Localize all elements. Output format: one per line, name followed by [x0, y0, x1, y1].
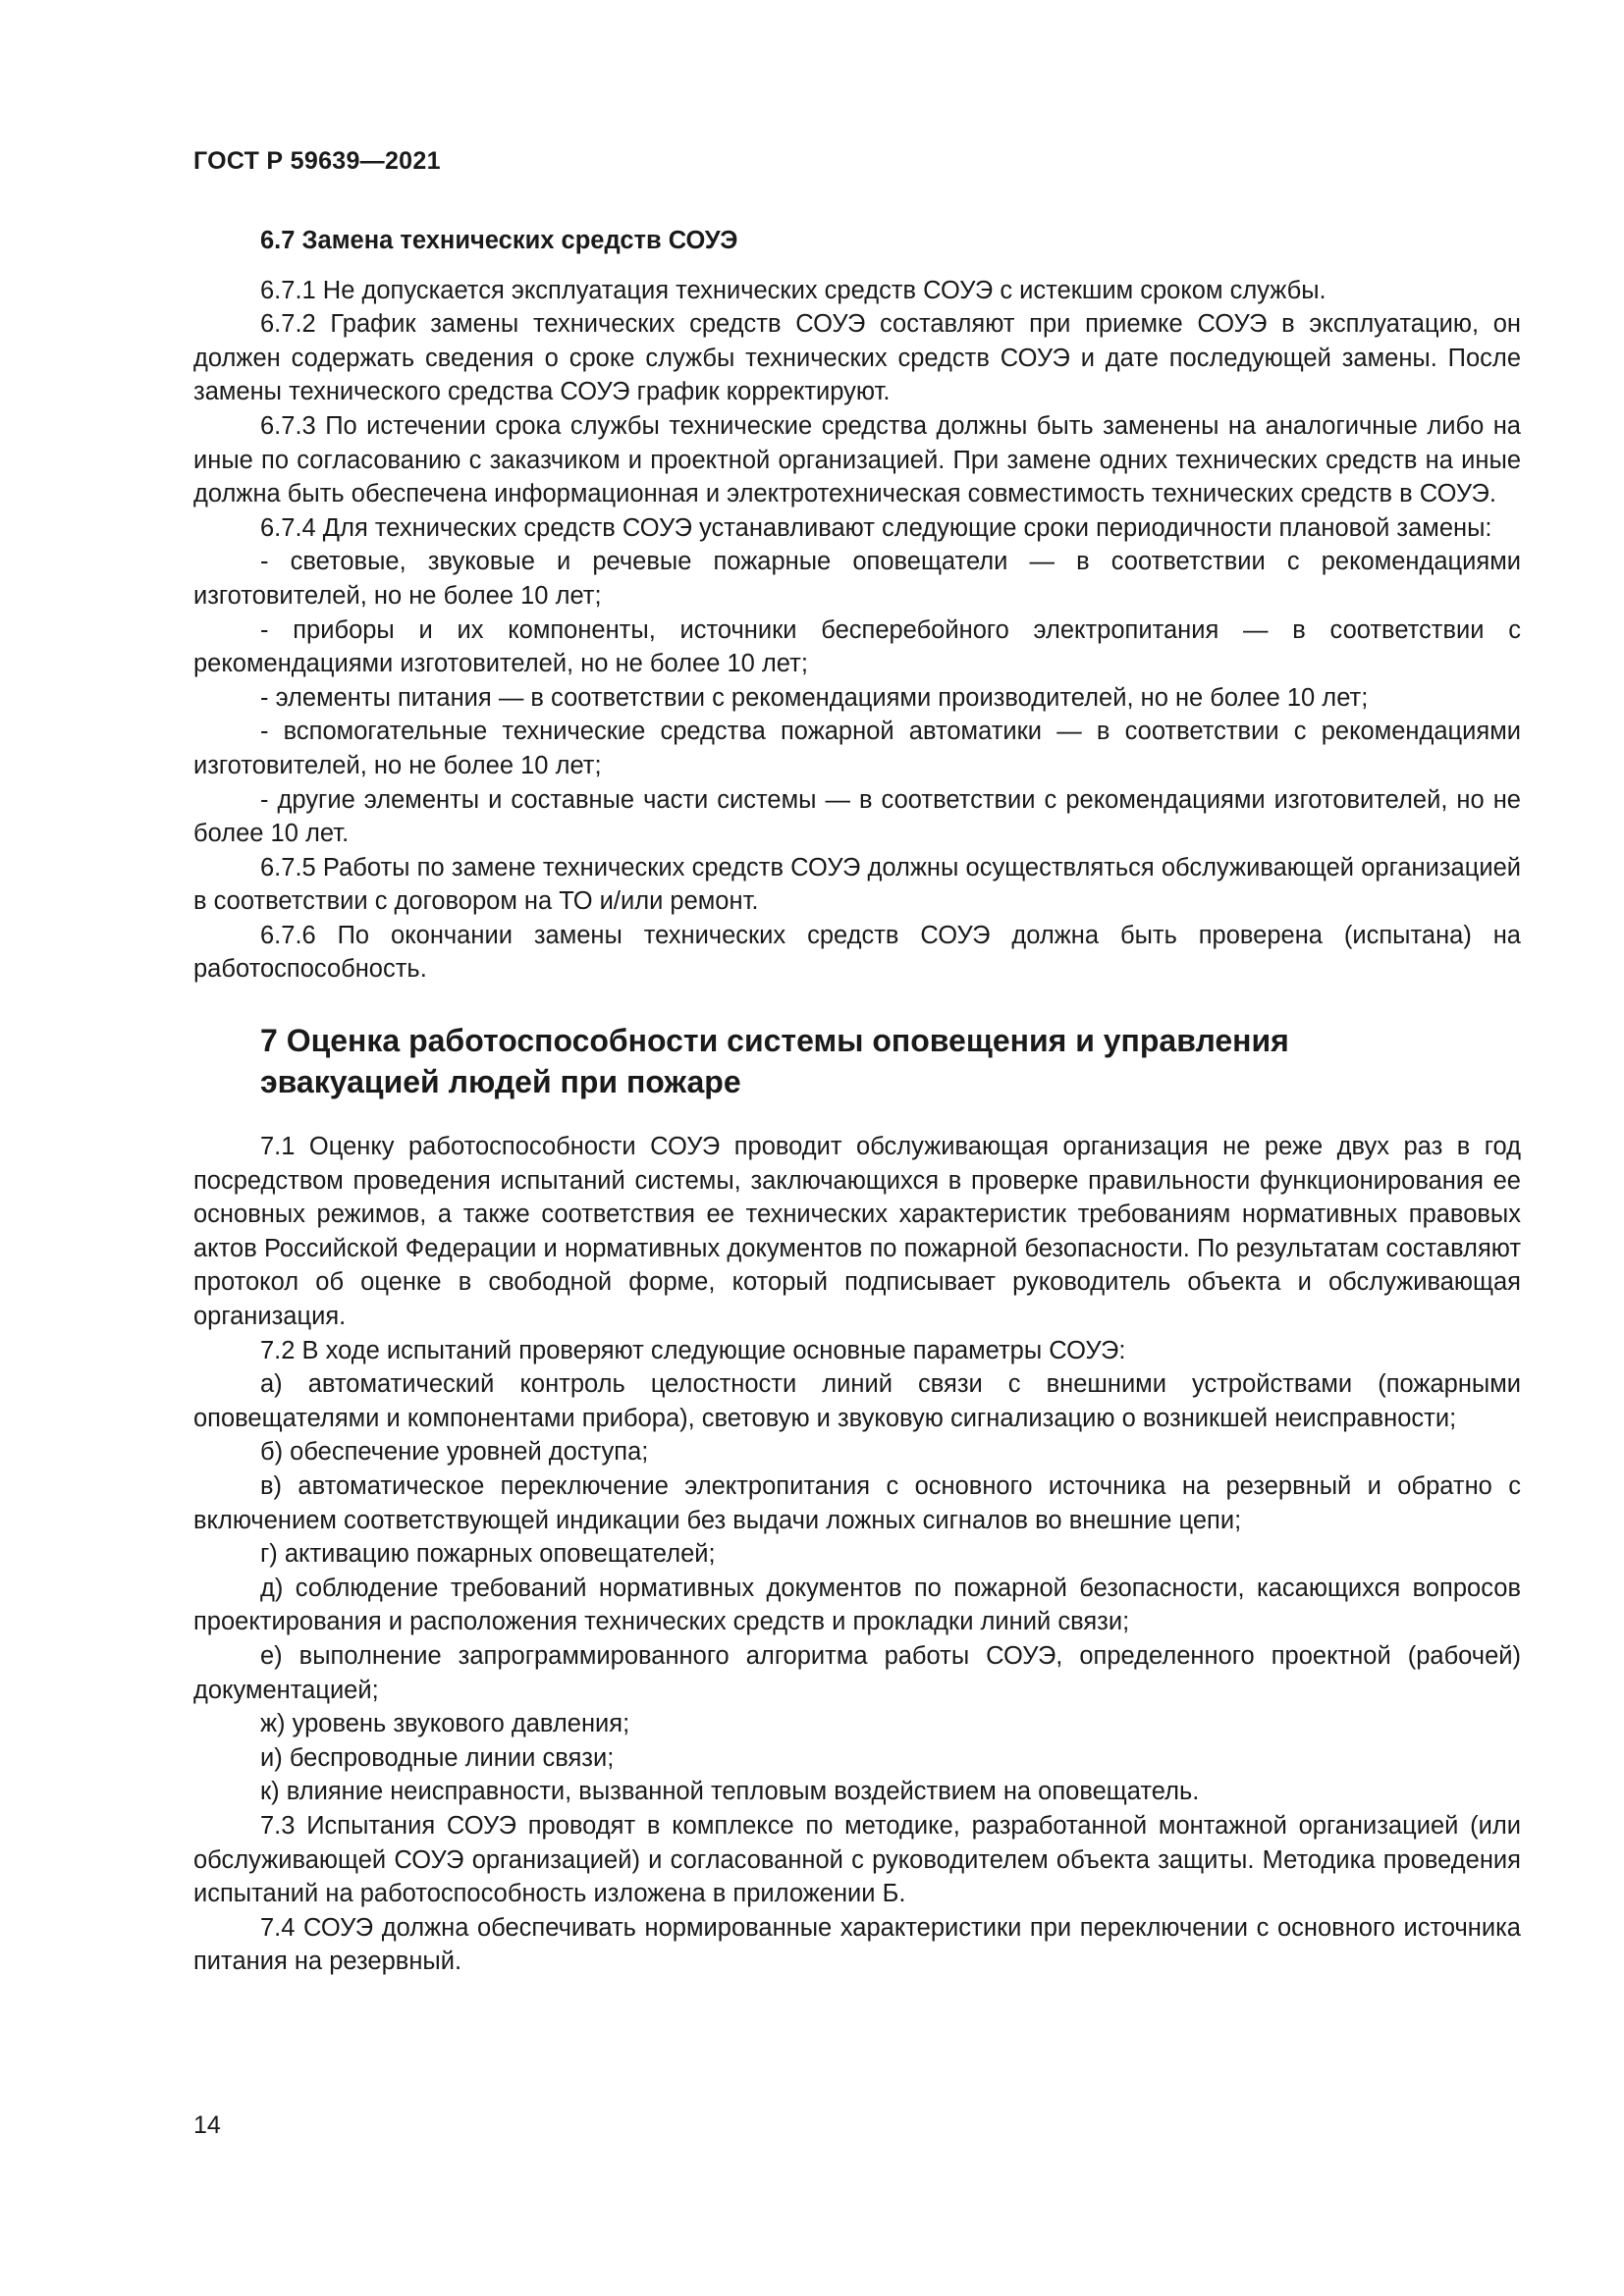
- list-item-d: д) соблюдение требований нормативных документов по пожарной безопасности, касающихся вопросов проектирования и расположения технических средств и прокладки линий связи;: [193, 1574, 1521, 1636]
- list-item-alerters: - световые, звуковые и речевые пожарные оповещатели — в соответствии с рекомендациями изготовителей, но не более 10 лет;: [193, 548, 1521, 610]
- list-item-other: - другие элементы и составные части системы — в соответствии с рекомендациями изготовителей, но не более 10 лет.: [193, 785, 1521, 848]
- paragraph-7-4: 7.4 СОУЭ должна обеспечивать нормированные характеристики при переключении с основного источника питания на резервный.: [193, 1913, 1521, 1976]
- list-item-i: и) беспроводные линии связи;: [260, 1743, 615, 1772]
- list-item-zh: ж) уровень звукового давления;: [260, 1710, 630, 1738]
- section-7-body: [193, 1130, 1521, 1979]
- paragraph-6-7-6: 6.7.6 По окончании замены технических средств СОУЭ должна быть проверена (испытана) на работоспособность.: [193, 921, 1521, 984]
- paragraph-6-7-1: 6.7.1 Не допускается эксплуатация технических средств СОУЭ с истекшим сроком службы.: [260, 276, 1326, 304]
- list-item-devices: - приборы и их компоненты, источники бесперебойного электропитания — в соответствии с рекомендациями изготовителей, но не более 10 лет;: [193, 615, 1521, 678]
- list-item-g: г) активацию пожарных оповещателей;: [260, 1540, 716, 1569]
- list-item-batteries: - элементы питания — в соответствии с рекомендациями производителей, но не более 10 лет;: [260, 683, 1369, 712]
- page-content: [193, 224, 1521, 1979]
- paragraph-7-3: 7.3 Испытания СОУЭ проводят в комплексе по методике, разработанной монтажной организацией (или обслуживающей СОУЭ организацией) и согласованной с руководителем объекта защиты. Методика проведения испытаний на работоспособность изложена в приложении Б.: [193, 1811, 1521, 1908]
- paragraph-6-7-5: 6.7.5 Работы по замене технических средств СОУЭ должны осуществляться обслуживающей организацией в соответствии с договором на ТО и/или ремонт.: [193, 853, 1521, 916]
- section-title-7: 7 Оценка работоспособности системы оповещения и управления эвакуацией людей при пожаре: [260, 1023, 1289, 1100]
- list-item-b: б) обеспечение уровней доступа;: [260, 1438, 649, 1467]
- list-item-e: е) выполнение запрограммированного алгоритма работы СОУЭ, определенного проектной (рабочей) документацией;: [193, 1641, 1521, 1704]
- page-number: 14: [193, 2111, 221, 2139]
- list-item-auxiliary: - вспомогательные технические средства пожарной автоматики — в соответствии с рекомендациями изготовителей, но не более 10 лет;: [193, 718, 1521, 779]
- subsection-title-6-7: 6.7 Замена технических средств СОУЭ: [260, 227, 738, 254]
- subsection-6-7-body: [193, 274, 1521, 987]
- paragraph-6-7-2: 6.7.2 График замены технических средств СОУЭ составляют при приемке СОУЭ в эксплуатацию, он должен содержать сведения о сроке службы технических средств СОУЭ и дате последующей замены. После замены технического средства СОУЭ график корректируют.: [193, 310, 1521, 406]
- list-item-a: а) автоматический контроль целостности линий связи с внешними устройствами (пожарными оповещателями и компонентами прибора), световую и звуковую сигнализацию о возникшей неисправности;: [193, 1370, 1521, 1432]
- paragraph-6-7-4: 6.7.4 Для технических средств СОУЭ устанавливают следующие сроки периодичности плановой замены:: [260, 513, 1492, 542]
- list-item-k: к) влияние неисправности, вызванной тепловым воздействием на оповещатель.: [260, 1778, 1200, 1806]
- document-code-header: ГОСТ Р 59639—2021: [193, 147, 441, 175]
- list-item-v: в) автоматическое переключение электропитания с основного источника на резервный и обратно с включением соответствующей индикации без выдачи ложных сигналов во внешние цепи;: [193, 1472, 1521, 1534]
- paragraph-7-2: 7.2 В ходе испытаний проверяют следующие основные параметры СОУЭ:: [260, 1336, 1126, 1364]
- paragraph-6-7-3: 6.7.3 По истечении срока службы технические средства должны быть заменены на аналогичные либо на иные по согласованию с заказчиком и проектной организацией. При замене одних технических средств на иные должна быть обеспечена информационная и электротехническая совместимость технических средств в СОУЭ.: [193, 411, 1521, 508]
- paragraph-7-1: 7.1 Оценку работоспособности СОУЭ проводит обслуживающая организация не реже двух раз в год посредством проведения испытаний системы, заключающихся в проверке правильности функционирования ее основных режимов, а также соответствия ее технических характеристик требованиям нормативных правовых актов Российской Федерации и нормативных документов по пожарной безопасности. По результатам составляют протокол об оценке в свободной форме, который подписывает руководитель объекта и обслуживающая организация.: [193, 1133, 1521, 1331]
